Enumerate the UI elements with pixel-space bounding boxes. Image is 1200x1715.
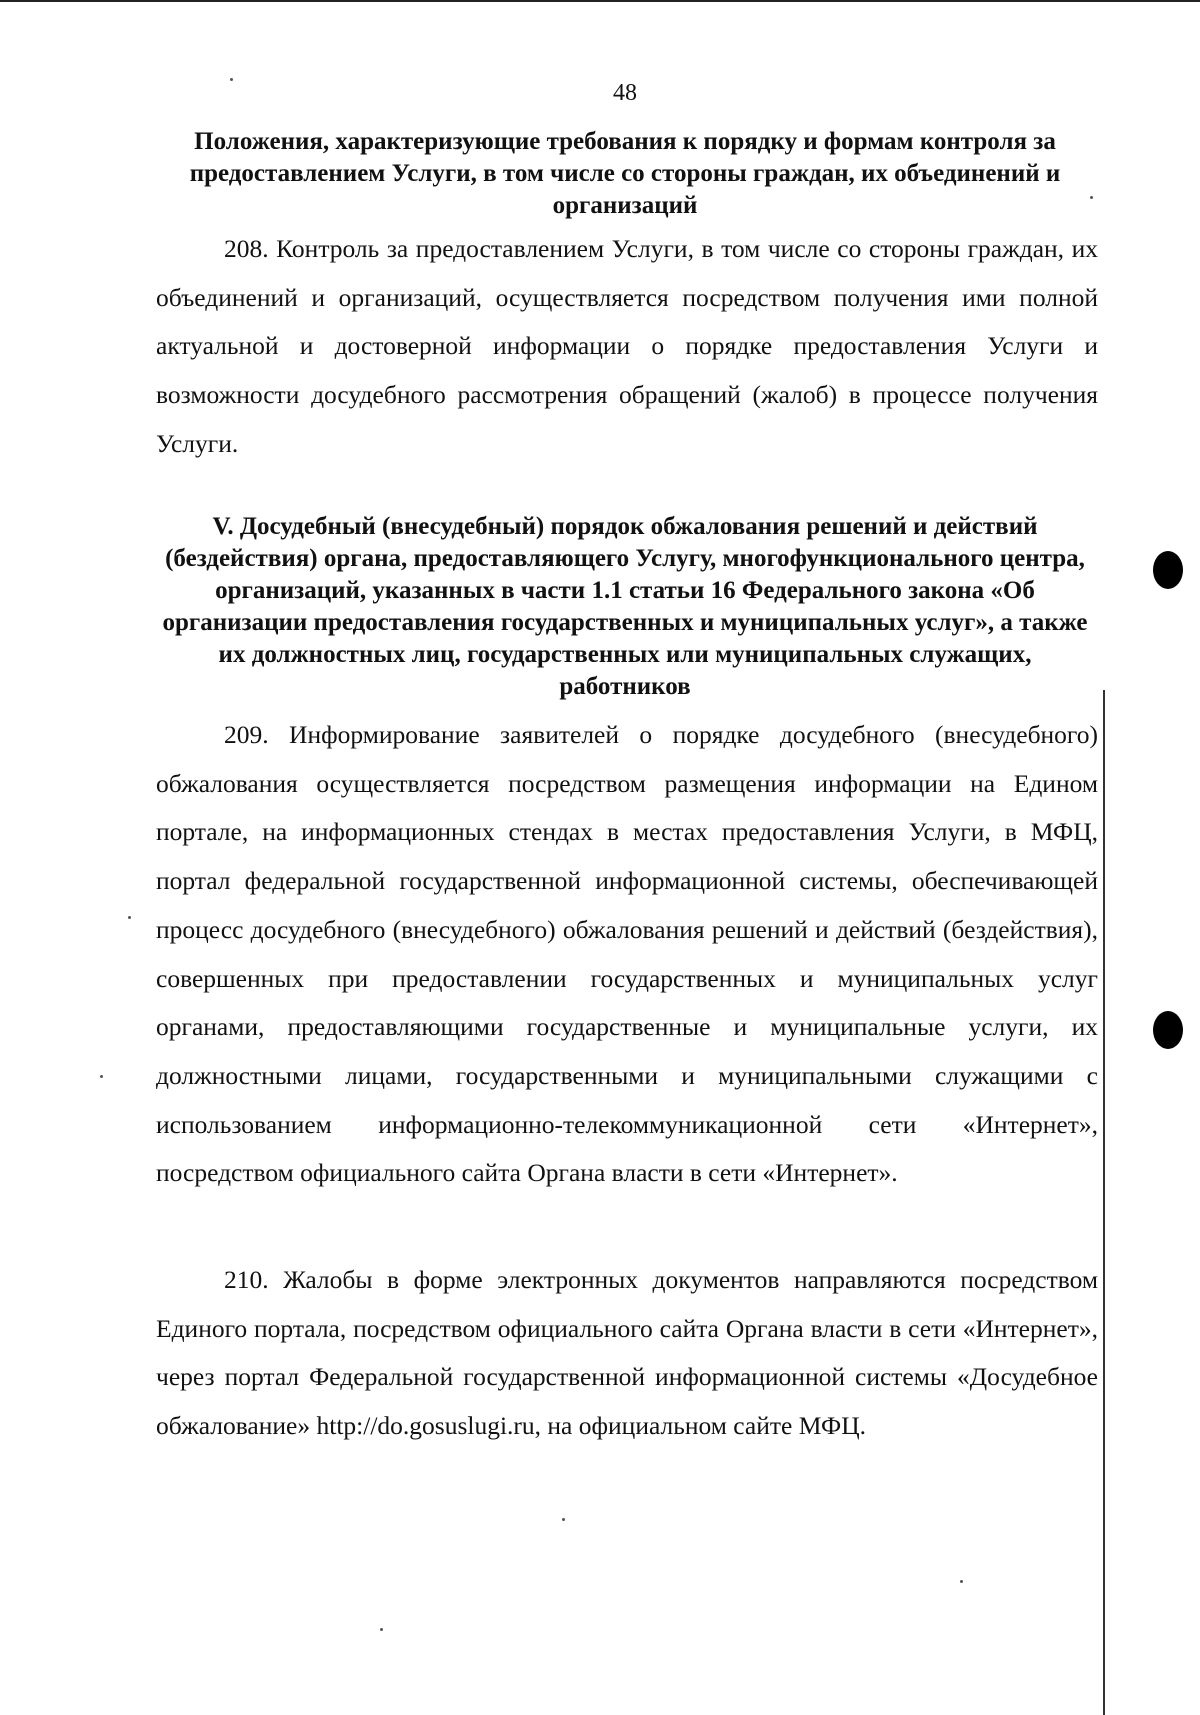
scan-speck [960, 1580, 963, 1583]
punch-hole-lower [1153, 1011, 1183, 1049]
scan-speck [230, 78, 233, 81]
scan-speck [380, 1628, 383, 1631]
scan-speck [562, 1518, 565, 1521]
scan-margin-line [1103, 690, 1105, 1715]
punch-hole-upper [1153, 551, 1183, 589]
paragraph-209: 209. Информирование заявителей о порядке досудебного (внесудебного) обжалования осуществляется посредством размещения информации на Едином портале, на информационных стендах в местах предоставления Услуги, в МФЦ, портал федеральной государственной информационной системы, обеспечивающей процесс досудебного (внесудебного) обжалования решений и действий (бездействия), совершенных при предоставлении государственных и муниципальных услуг органами, предоставляющими государственные и муниципальные услуги, их должностными лицами, государственными и муниципальными служащими с использованием информационно-телекоммуникационной сети «Интернет», посредством официального сайта Органа власти в сети «Интернет». [156, 720, 1098, 1188]
page-number: 48 [613, 80, 637, 106]
scan-speck [128, 916, 131, 919]
section-heading: Положения, характеризующие требования к порядку и формам контроля за предоставлением Услуги, в том числе со стороны граждан, их объединений и организаций [189, 128, 1061, 219]
paragraph-208: 208. Контроль за предоставлением Услуги, в том числе со стороны граждан, их объединений и организаций, осуществляется посредством получения ими полной актуальной и достоверной информации о порядке предоставления Услуги и возможности досудебного рассмотрения обращений (жалоб) в процессе получения Услуги. [156, 234, 1098, 458]
paragraph-210: 210. Жалобы в форме электронных документов направляются посредством Единого портала, посредством официального сайта Органа власти в сети «Интернет», через портал Федеральной государственной информационной системы «Досудебное обжалование» http://do.gosuslugi.ru, на официальном сайте МФЦ. [156, 1265, 1098, 1441]
scan-top-edge [0, 0, 1200, 2]
scan-speck [100, 1075, 103, 1078]
scan-speck [1090, 196, 1093, 199]
chapter-heading: V. Досудебный (внесудебный) порядок обжалования решений и действий (бездействия) органа, предоставляющего Услугу, многофункционального центра, организаций, указанных в части 1.1 статьи 16 Федерального закона «Об организации предоставления государственных и муниципальных услуг», а также их должностных лиц, государственных или муниципальных служащих, работников [162, 513, 1088, 700]
